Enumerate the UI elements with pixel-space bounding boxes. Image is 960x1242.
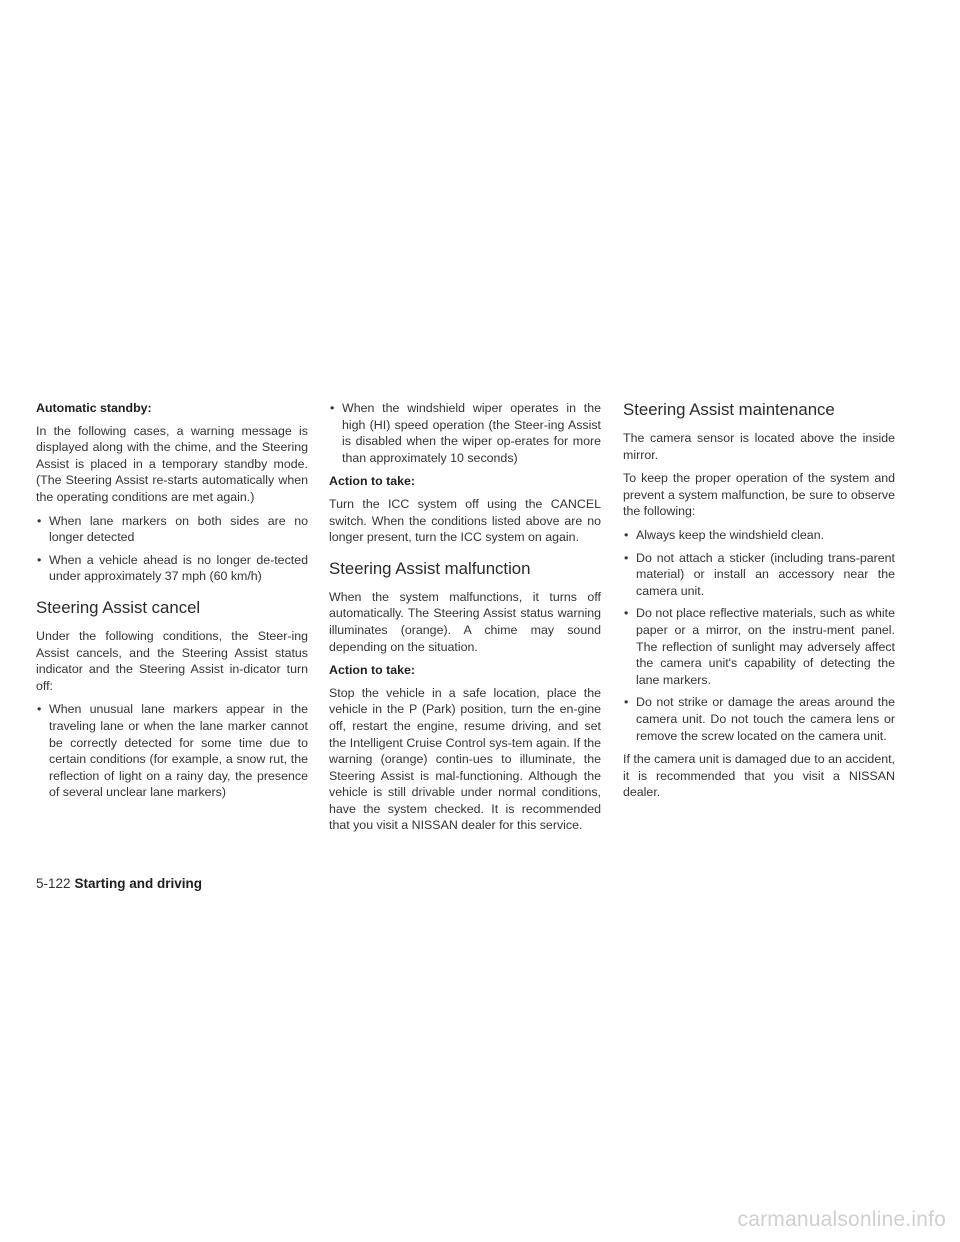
cancel-conditions-list-continued [329, 400, 601, 466]
paragraph-malfunction: When the system malfunctions, it turns off automatically. The Steering Assist status warning illuminates (orange). A chime may sound depending on the situation. [329, 589, 601, 654]
list-item: • When the windshield wiper operates in the high (HI) speed operation (the Steer-ing Assist is disabled when the wiper op-erates for more than approximately 10 seconds) [329, 400, 601, 466]
heading-steering-assist-cancel: Steering Assist cancel [36, 597, 201, 617]
subheading-automatic-standby: Automatic standby: [36, 401, 152, 415]
column-1 [36, 400, 308, 808]
paragraph-cancel-conditions: Under the following conditions, the Steer-ing Assist cancels, and the Steering Assist status indicator and the Steering Assist in-dicator turn off: [36, 628, 308, 693]
heading-steering-assist-maintenance: Steering Assist maintenance [623, 400, 835, 419]
paragraph-automatic-standby: In the following cases, a warning message is displayed along with the chime, and the Steering Assist is placed in a temporary standby mode. (The Steering Assist re-starts automatically when the operating conditions are met again.) [36, 423, 308, 504]
paragraph-keep-proper-operation: To keep the proper operation of the system and prevent a system malfunction, be sure to observe the following: [623, 471, 895, 519]
cancel-conditions-list [36, 701, 308, 801]
list-item: • When a vehicle ahead is no longer de-tected under approximately 37 mph (60 km/h) [36, 552, 308, 585]
heading-steering-assist-malfunction: Steering Assist malfunction [329, 558, 531, 578]
list-item: • Always keep the windshield clean. [623, 527, 895, 544]
page-number: 5-122 [36, 876, 71, 891]
list-item: • When lane markers on both sides are no longer detected [36, 513, 308, 546]
subheading-action-to-take: Action to take: [329, 663, 416, 678]
column-2 [329, 400, 601, 841]
subheading-action-to-take: Action to take: [329, 474, 416, 489]
paragraph-cancel-action: Turn the ICC system off using the CANCEL switch. When the conditions listed above are no longer present, turn the ICC system on again. [329, 496, 601, 545]
watermark: carmanualsonline.info [737, 1208, 946, 1231]
paragraph-malfunction-action: Stop the vehicle in a safe location, place the vehicle in the P (Park) position, turn the en-gine off, restart the engine, resume driving, and set the Intelligent Cruise Control sys-tem again. If the warning (orange) contin-ues to illuminate, the Steering Assist is mal-functioning. Although the vehicle is still drivable under normal conditions, have the system checked. It is recommended that you visit a NISSAN dealer for this service. [329, 685, 601, 833]
list-item: • Do not strike or damage the areas around the camera unit. Do not touch the camera lens or remove the screw located on the camera unit. [623, 694, 895, 744]
list-item: • Do not attach a sticker (including trans-parent material) or install an accessory near the camera unit. [623, 550, 895, 600]
maintenance-list [623, 527, 895, 744]
paragraph-camera-damaged: If the camera unit is damaged due to an accident, it is recommended that you visit a NISSAN dealer. [623, 752, 895, 800]
automatic-standby-list [36, 513, 308, 585]
column-3 [623, 400, 895, 808]
page-footer [36, 876, 202, 891]
list-item: • When unusual lane markers appear in the traveling lane or when the lane marker cannot be correctly detected for some time due to certain conditions (for example, a snow rut, the reflection of light on a rainy day, the presence of several unclear lane markers) [36, 701, 308, 801]
section-title: Starting and driving [74, 876, 203, 891]
paragraph-camera-location: The camera sensor is located above the inside mirror. [623, 431, 895, 462]
list-item: • Do not place reflective materials, such as white paper or a mirror, on the instru-ment panel. The reflection of sunlight may adversely affect the camera unit's capability of detecting the lane markers. [623, 605, 895, 688]
